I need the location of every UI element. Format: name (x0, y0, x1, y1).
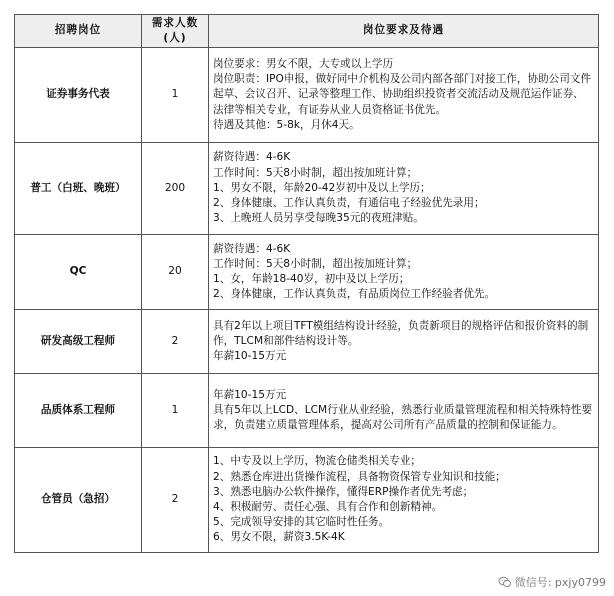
header-row (15, 15, 599, 48)
wechat-watermark (498, 574, 606, 590)
requirement-line: 6、男女不限，薪资3.5K-4K (213, 531, 345, 544)
requirements-cell (209, 143, 599, 235)
requirement-line: 3、上晚班人员另享受每晚35元的夜班津贴。 (213, 212, 424, 225)
table-row (15, 310, 599, 374)
requirements-cell (209, 448, 599, 553)
requirement-line: 年薪10-15万元 (213, 350, 287, 363)
requirement-line: 待遇及其他：5-8k，月休4天。 (213, 118, 360, 131)
position-cell: QC (15, 235, 142, 310)
requirement-line: 薪资待遇：4-6K (213, 242, 291, 255)
requirement-line: 1、中专及以上学历，物流仓储类相关专业； (213, 455, 422, 468)
position-cell: 证券事务代表 (15, 48, 142, 143)
requirement-line: 4、积极耐劳、责任心强、具有合作和创新精神。 (213, 501, 443, 513)
requirements-cell (209, 374, 599, 448)
requirement-line: 具有2年以上项目TFT模组结构设计经验，负责新项目的规格评估和报价资料的制作，TLCM和部件结构设计等。 (213, 319, 589, 347)
table-row (15, 143, 599, 235)
requirement-line: 2、熟悉仓库进出货操作流程，具备物资保管专业知识和技能； (213, 470, 506, 483)
count-cell: 200 (142, 143, 209, 235)
count-cell: 1 (142, 48, 209, 143)
requirement-line: 5、完成领导安排的其它临时性任务。 (213, 516, 390, 529)
wechat-icon (498, 575, 512, 589)
count-cell: 1 (142, 374, 209, 448)
requirements-cell (209, 235, 599, 310)
header-count: 需求人数 (人) (142, 15, 209, 48)
requirement-line: 薪资待遇：4-6K (213, 151, 291, 164)
requirement-line: 1、女，年龄18-40岁，初中及以上学历； (213, 273, 410, 285)
requirements-cell (209, 310, 599, 374)
recruitment-table (14, 14, 599, 553)
requirement-line: 岗位职责：IPO申报，做好同中介机构及公司内部各部门对接工作，协助公司文件起草、会议召开、记录等整理工作、协助组织投资者交流活动及规范运作证券、法律等相关专业，有证券从业人员资格证书优先。 (213, 73, 592, 116)
header-position: 招聘岗位 (15, 15, 142, 48)
requirement-line: 工作时间：5天8小时制，超出按加班计算； (213, 257, 418, 270)
table-row (15, 374, 599, 448)
position-cell: 品质体系工程师 (15, 374, 142, 448)
position-cell: 普工（白班、晚班） (15, 143, 142, 235)
requirement-line: 工作时间：5天8小时制，超出按加班计算； (213, 166, 418, 179)
position-cell: 仓管员（急招） (15, 448, 142, 553)
watermark-text: 微信号: pxjy0799 (514, 576, 606, 589)
table-row (15, 448, 599, 553)
requirement-line: 年薪10-15万元 (213, 388, 287, 401)
requirement-line: 岗位要求：男女不限，大专或以上学历 (213, 57, 394, 70)
requirement-line: 2、身体健康、工作认真负责，有通信电子经验优先录用； (213, 197, 485, 210)
position-cell: 研发高级工程师 (15, 310, 142, 374)
header-requirements: 岗位要求及待遇 (209, 15, 599, 48)
requirement-line: 3、熟悉电脑办公软件操作，懂得ERP操作者优先考虑； (213, 485, 474, 498)
table-row (15, 235, 599, 310)
requirements-cell (209, 48, 599, 143)
requirement-line: 1、男女不限，年龄20-42岁初中及以上学历； (213, 181, 431, 194)
requirement-line: 2、身体健康，工作认真负责，有品质岗位工作经验者优先。 (213, 288, 496, 301)
requirement-line: 具有5年以上LCD、LCM行业从业经验，熟悉行业质量管理流程和相关特殊特性要求，负责建立质量管理体系，提高对公司所有产品质量的控制和保证能力。 (213, 403, 593, 432)
count-cell: 2 (142, 448, 209, 553)
count-cell: 20 (142, 235, 209, 310)
table-row (15, 48, 599, 143)
count-cell: 2 (142, 310, 209, 374)
